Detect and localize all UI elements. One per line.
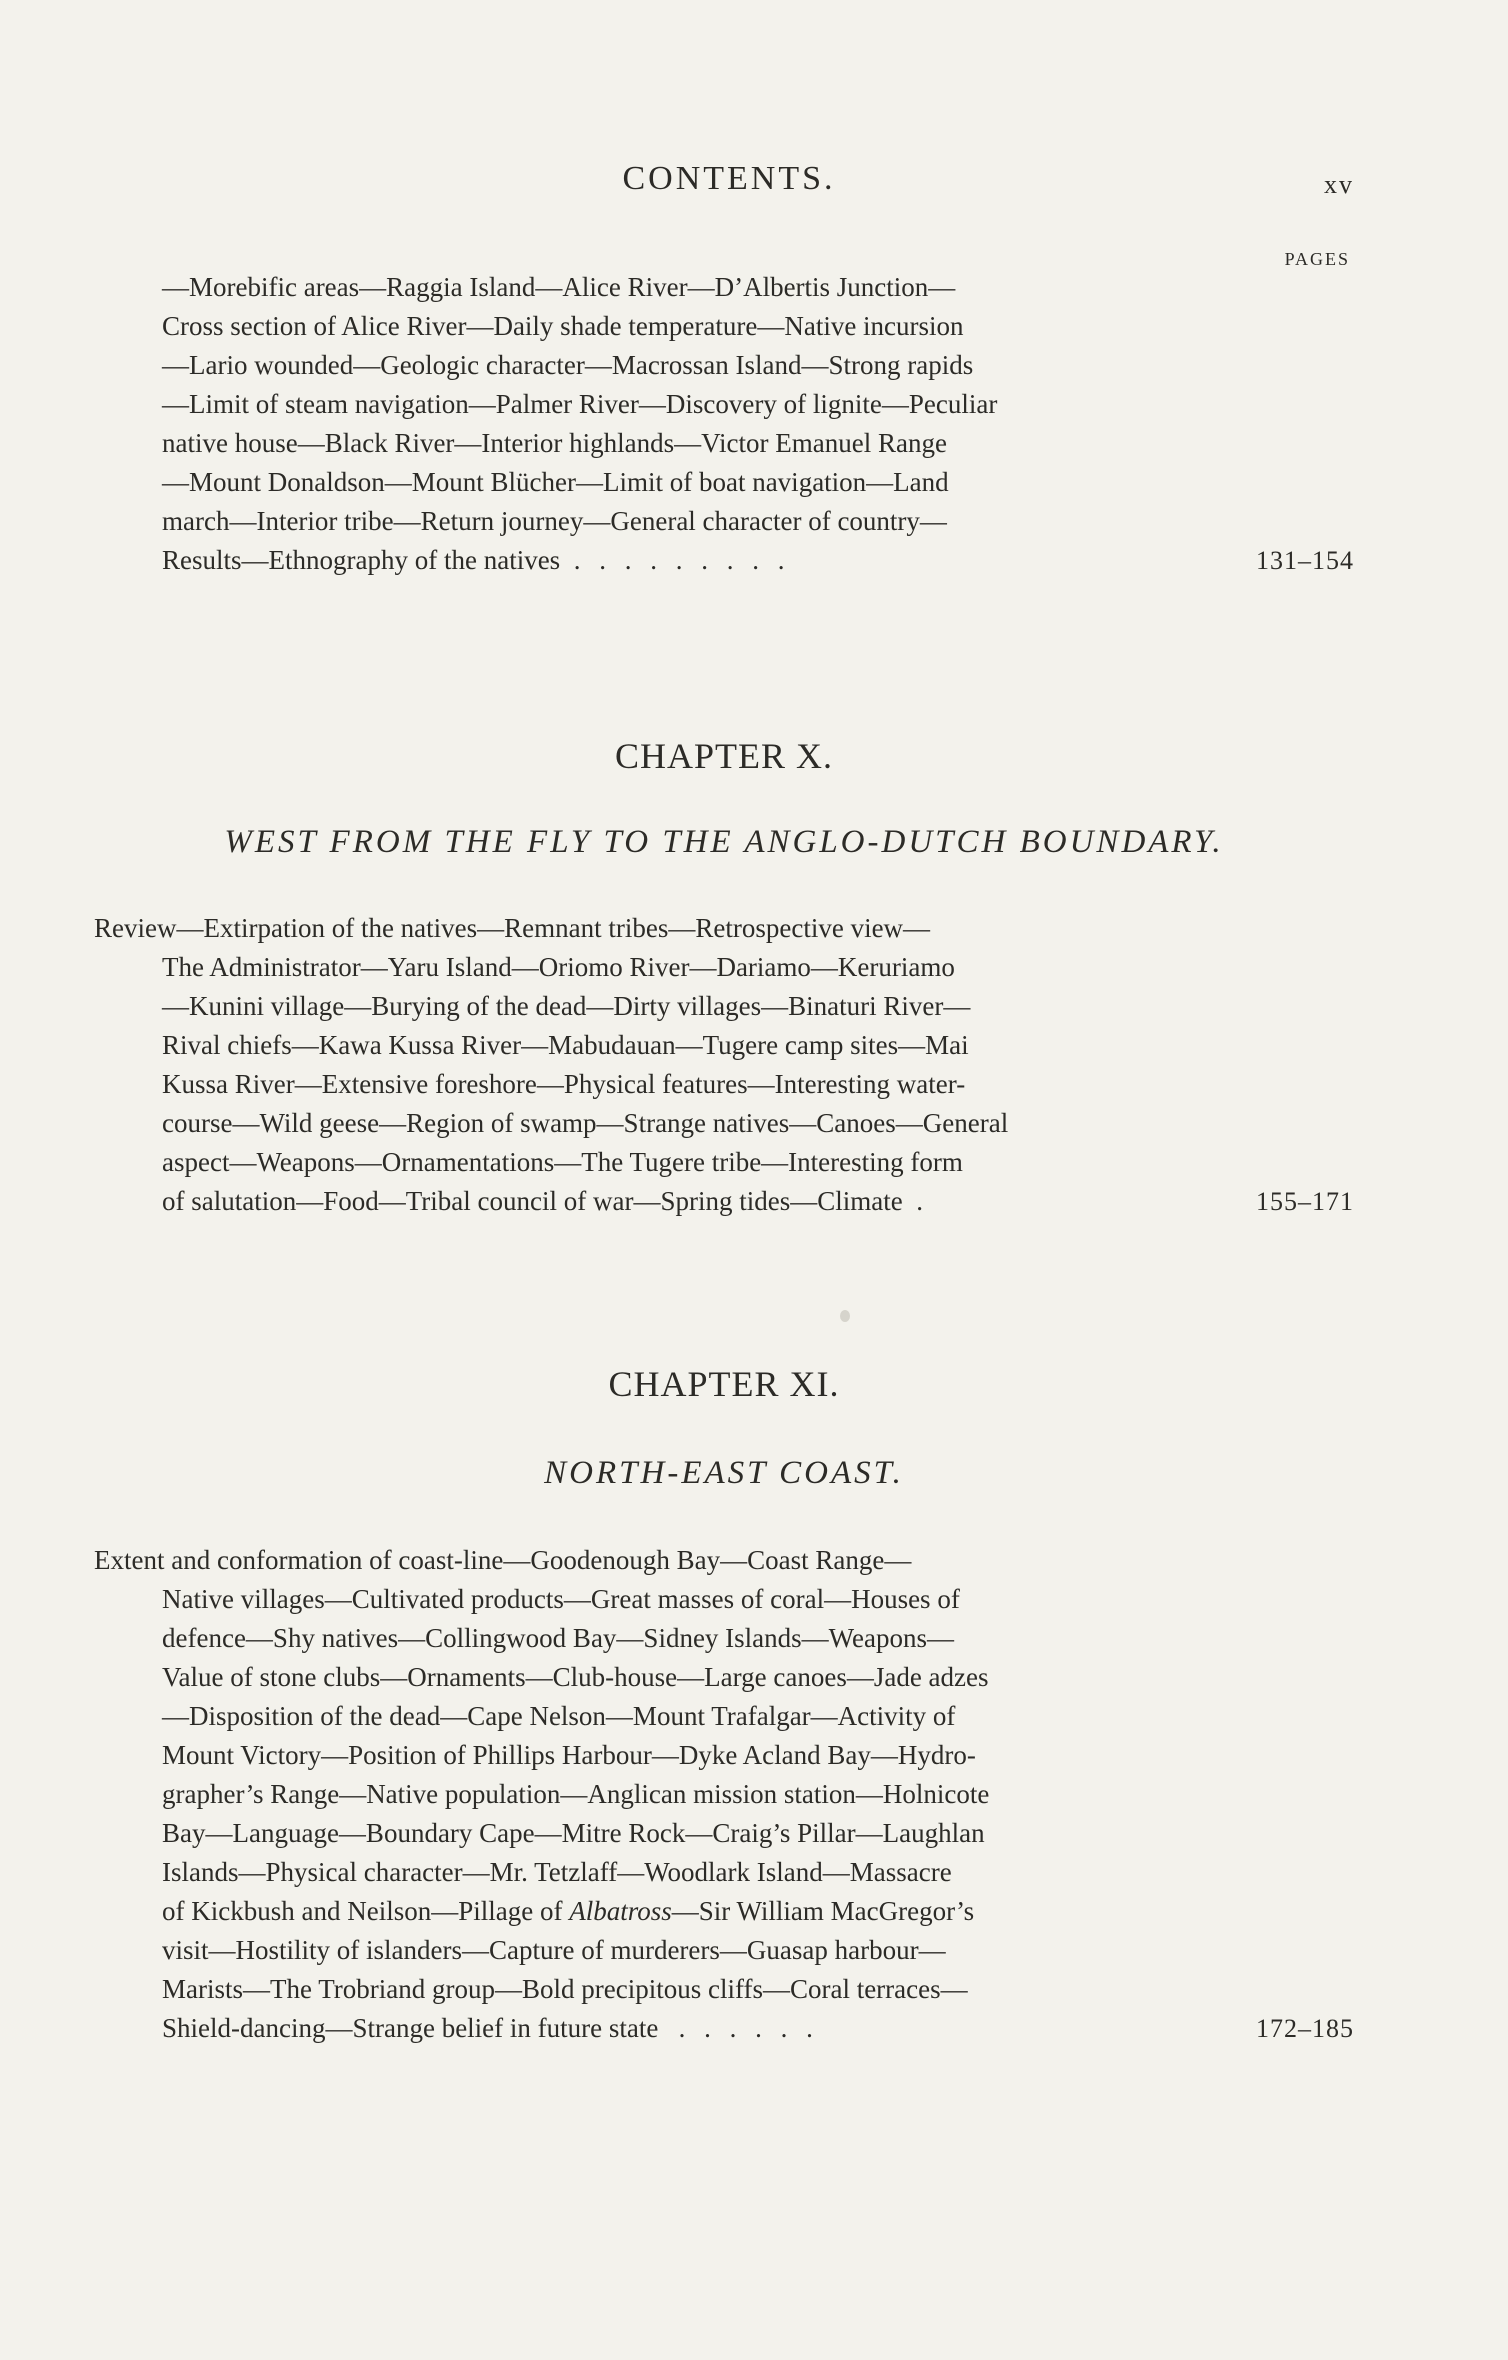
dot-leader: . . . . . . . . .: [573, 545, 791, 575]
toc-line: Mount Victory—Position of Phillips Harbour—Dyke Acland Bay—Hydro-: [162, 1740, 976, 1770]
toc-line: —Disposition of the dead—Cape Nelson—Mount Trafalgar—Activity of: [162, 1701, 956, 1731]
toc-line-last: Shield-dancing—Strange belief in future state . . . . . . 172–185: [94, 2009, 1354, 2048]
toc-line: —Morebific areas—Raggia Island—Alice River—D’Albertis Junction—: [162, 272, 956, 302]
toc-line-last: Results—Ethnography of the natives . . . . . . . . . 131–154: [94, 541, 1354, 580]
toc-line: march—Interior tribe—Return journey—General character of country—: [162, 506, 947, 536]
toc-line: Kussa River—Extensive foreshore—Physical features—Interesting water-: [162, 1069, 966, 1099]
toc-line: Value of stone clubs—Ornaments—Club-house—Large canoes—Jade adzes: [162, 1662, 989, 1692]
toc-line: Rival chiefs—Kawa Kussa River—Mabudauan—Tugere camp sites—Mai: [162, 1030, 969, 1060]
page-range: 172–185: [1256, 2014, 1354, 2043]
chapter-x-entry: [94, 909, 1354, 1221]
toc-line: —Lario wounded—Geologic character—Macrossan Island—Strong rapids: [162, 350, 974, 380]
chapter-xi-subtitle: NORTH-EAST COAST.: [544, 1455, 904, 1491]
ship-name: Albatross: [569, 1896, 672, 1926]
toc-line: grapher’s Range—Native population—Anglican mission station—Holnicote: [162, 1779, 990, 1809]
page-range: 131–154: [1256, 546, 1354, 575]
continued-chapter-entry: [94, 268, 1354, 580]
chapter-xi-entry: [94, 1541, 1354, 2048]
running-head-title: CONTENTS.: [622, 160, 836, 197]
paper-speck: [840, 1310, 850, 1322]
toc-line: Extent and conformation of coast-line—Goodenough Bay—Coast Range—: [94, 1545, 912, 1575]
pages-column-label: PAGES: [1284, 249, 1350, 269]
toc-line-last: of salutation—Food—Tribal council of war—Spring tides—Climate . 155–171: [94, 1182, 1354, 1221]
page-range: 155–171: [1256, 1187, 1354, 1216]
toc-line: defence—Shy natives—Collingwood Bay—Sidney Islands—Weapons—: [162, 1623, 954, 1653]
toc-line: Bay—Language—Boundary Cape—Mitre Rock—Craig’s Pillar—Laughlan: [162, 1818, 985, 1848]
toc-line: Review—Extirpation of the natives—Remnant tribes—Retrospective view—: [94, 913, 931, 943]
toc-line: Marists—The Trobriand group—Bold precipitous cliffs—Coral terraces—: [162, 1974, 968, 2004]
dot-leader: . . . . . .: [678, 2013, 819, 2043]
toc-line: Islands—Physical character—Mr. Tetzlaff—Woodlark Island—Massacre: [162, 1857, 952, 1887]
toc-line: visit—Hostility of islanders—Capture of murderers—Guasap harbour—: [162, 1935, 946, 1965]
toc-line: Native villages—Cultivated products—Great masses of coral—Houses of: [162, 1584, 960, 1614]
toc-line: —Limit of steam navigation—Palmer River—Discovery of lignite—Peculiar: [162, 389, 998, 419]
toc-line: native house—Black River—Interior highlands—Victor Emanuel Range: [162, 428, 947, 458]
toc-line: aspect—Weapons—Ornamentations—The Tugere tribe—Interesting form: [162, 1147, 963, 1177]
running-head: [0, 160, 1508, 200]
chapter-x-subtitle: WEST FROM THE FLY TO THE ANGLO-DUTCH BOUNDARY.: [224, 824, 1224, 860]
toc-line: of Kickbush and Neilson—Pillage of Albatross—Sir William MacGregor’s: [162, 1896, 975, 1926]
chapter-xi-title: CHAPTER XI.: [608, 1364, 840, 1404]
toc-line: —Mount Donaldson—Mount Blücher—Limit of boat navigation—Land: [162, 467, 949, 497]
chapter-x-title: CHAPTER X.: [614, 736, 834, 776]
dot-leader: .: [916, 1186, 929, 1216]
toc-line: course—Wild geese—Region of swamp—Strange natives—Canoes—General: [162, 1108, 1009, 1138]
toc-line: —Kunini village—Burying of the dead—Dirty villages—Binaturi River—: [162, 991, 971, 1021]
toc-line: Cross section of Alice River—Daily shade temperature—Native incursion: [162, 311, 964, 341]
toc-line: The Administrator—Yaru Island—Oriomo River—Dariamo—Keruriamo: [162, 952, 955, 982]
page-number: xv: [1324, 170, 1354, 199]
